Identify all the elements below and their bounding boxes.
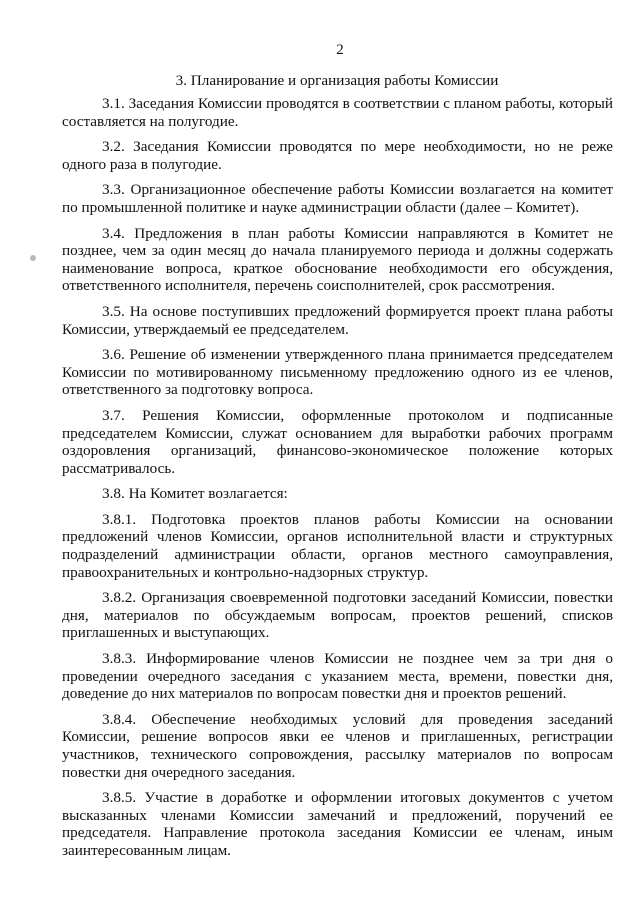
paragraph-3-7: 3.7. Решения Комиссии, оформленные протоколом и подписанные председателем Комиссии, служат основанием для выработки рабочих программ оздоровления организаций, финансово-экономическое положение которых рассматривалось. [62,406,613,477]
paragraph-3-3: 3.3. Организационное обеспечение работы Комиссии возлагается на комитет по промышленной политике и науке администрации области (далее – Комитет). [62,181,613,216]
page-number: 2 [336,42,344,58]
paragraph-3-8-3: 3.8.3. Информирование членов Комиссии не позднее чем за три дня о проведении очередного заседания с указанием места, времени, повестки дня, доведение до них материалов по вопросам повестки дня и проектов решений. [62,650,613,703]
paragraph-3-2: 3.2. Заседания Комиссии проводятся по мере необходимости, но не реже одного раза в полугодие. [62,138,613,173]
paragraph-3-8-2: 3.8.2. Организация своевременной подготовки заседаний Комиссии, повестки дня, материалов по обсуждаемым вопросам, проектов решений, списков приглашенных и выступающих. [62,589,613,642]
paragraph-3-8-4: 3.8.4. Обеспечение необходимых условий для проведения заседаний Комиссии, решение вопросов явки ее членов и приглашенных, регистрации участников, технического сопровождения, рассылку материалов по вопросам повестки дня очередного заседания. [62,710,613,781]
paragraph-3-5: 3.5. На основе поступивших предложений формируется проект плана работы Комиссии, утверждаемый ее председателем. [62,302,613,338]
document-body [62,95,613,868]
paragraph-3-8: 3.8. На Комитет возлагается: [102,485,288,503]
paragraph-3-1: 3.1. Заседания Комиссии проводятся в соответствии с планом работы, который составляется на полугодие. [62,95,613,130]
paragraph-3-6: 3.6. Решение об изменении утвержденного плана принимается председателем Комиссии по мотивированному письменному предложению одного из ее членов, ответственного за подготовку вопроса. [62,346,613,399]
paragraph-3-8-5: 3.8.5. Участие в доработке и оформлении итоговых документов с учетом высказанных членами Комиссии замечаний и предложений, поручений ее председателя. Направление протокола заседания Комиссии ее членам, иным заинтересованным лицам. [62,789,613,859]
scan-speck [30,255,36,261]
section-title: 3. Планирование и организация работы Комиссии [175,72,499,89]
paragraph-3-4: 3.4. Предложения в план работы Комиссии направляются в Комитет не позднее, чем за один месяц до начала планируемого периода и должны содержать наименование вопроса, краткое обоснование необходимости его обсуждения, ответственного исполнителя, перечень соисполнителей, срок рассмотрения. [62,224,613,295]
paragraph-3-8-1: 3.8.1. Подготовка проектов планов работы Комиссии на основании предложений членов Комиссии, органов исполнительной власти и структурных подразделений администрации области, органов местного самоуправления, правоохранительных и контрольно-надзорных структур. [62,510,613,581]
